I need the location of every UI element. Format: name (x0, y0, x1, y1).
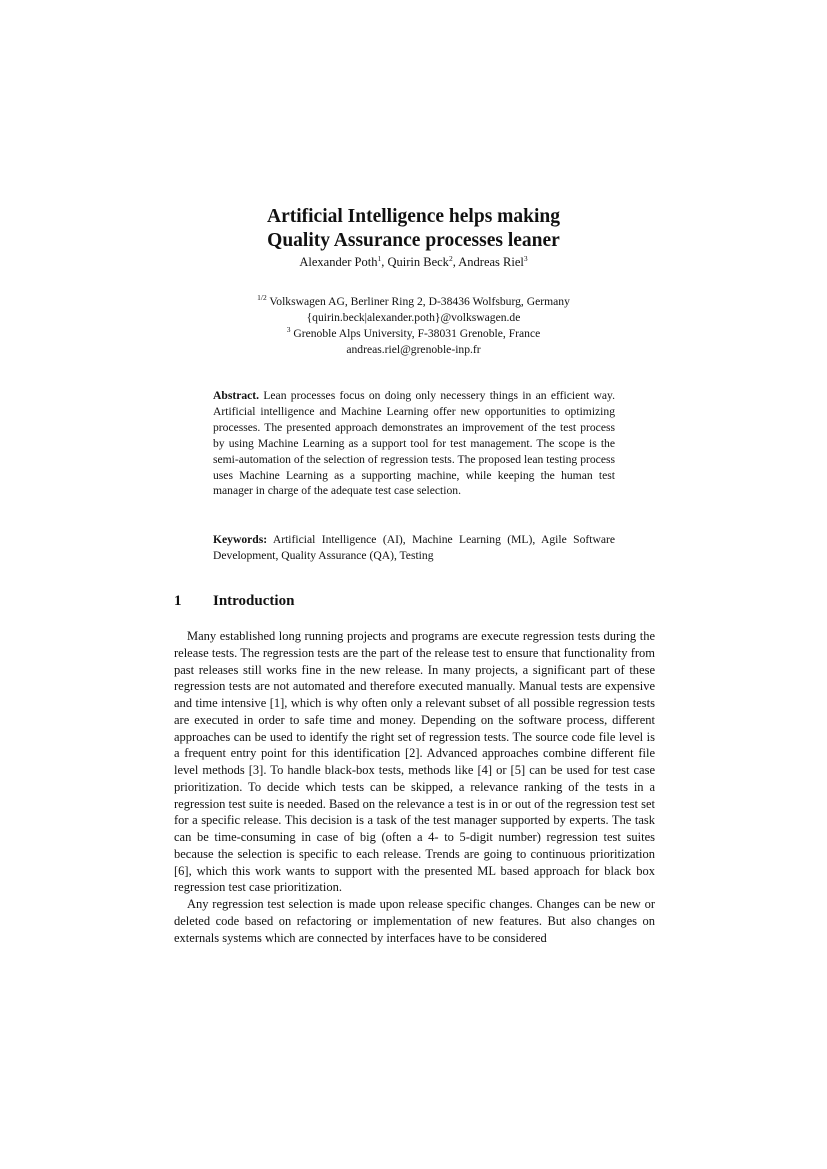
author-separator: , (381, 255, 388, 269)
affiliation-text: Volkswagen AG, Berliner Ring 2, D-38436 Wolfsburg, Germany (266, 295, 570, 308)
paper-title-line-2: Quality Assurance processes leaner (267, 230, 560, 251)
affiliations (0, 294, 827, 358)
author-name: Alexander Poth (299, 255, 378, 269)
body-text (174, 628, 655, 946)
abstract-paragraph (213, 388, 615, 499)
abstract-text: Lean processes focus on doing only necessery things in an efficient way. Artificial intelligence and Machine Learning offer new opportunities to optimizing processes. The presented approach demonstrates an improvement of the test process by using Machine Learning as a support tool for test management. The scope is the semi-automation of the selection of regression tests. The proposed lean testing process uses Machine Learning as a supporting machine, while keeping the human test manager in charge of the adequate test case selection. (213, 389, 615, 498)
keywords (213, 532, 615, 564)
keywords-label: Keywords: (213, 533, 268, 546)
keywords-text: Artificial Intelligence (AI), Machine Learning (ML), Agile Software Development, Quality Assurance (QA), Testing (213, 533, 615, 562)
section-number: 1 (174, 593, 182, 609)
keywords-paragraph (213, 532, 615, 564)
body-paragraph: Many established long running projects and programs are execute regression tests during the release tests. The regression tests are the part of the release test to ensure that functionality from past releases still works fine in the new release. In many projects, a significant part of these regression tests are not automated and therefore executed manually. Manual tests are expensive and time intensive [1], which is why often only a relevant subset of all possible regression tests are executed in order to safe time and money. Depending on the software process, different approaches can be used to identify the right set of regression tests. The source code file level is a frequent entry point for this identification [2]. Advanced approaches combine different file level methods [3]. To handle black-box tests, methods like [4] or [5] can be used for test case prioritization. To decide which tests can be skipped, a relevance ranking of the tests in a regression test suite is needed. Based on the relevance a test is in or out of the regression test set for a specific release. This decision is a task of the test manager supported by experts. The task can be time-consuming in case of big (often a 4- to 5-digit number) regression test suites because the selection is specific to each release. Trends are going to continuous prioritization [6], which this work wants to support with the presented ML based approach for black box regression test case prioritization. (174, 629, 655, 895)
author-affil-mark: 3 (523, 254, 528, 263)
paper-title-line-1: Artificial Intelligence helps making (266, 206, 561, 227)
affiliation-email: andreas.riel@grenoble-inp.fr (346, 343, 481, 356)
affiliation-line (0, 326, 827, 342)
author-separator: , (452, 255, 459, 269)
affiliation-line (0, 294, 827, 310)
section-heading (174, 591, 294, 611)
affiliation-text: Grenoble Alps University, F-38031 Grenoble, France (290, 327, 541, 340)
author-affil-mark: 1 (377, 254, 382, 263)
title-block (0, 205, 827, 271)
author-name: Quirin Beck (387, 255, 449, 269)
abstract-label: Abstract. (213, 389, 260, 402)
affiliation-mark: 1/2 (257, 293, 267, 302)
author-name: Andreas Riel (458, 255, 524, 269)
body-paragraph: Any regression test selection is made upon release specific changes. Changes can be new or deleted code based on refactoring or implementation of new features. But also changes on externals systems which are connected by interfaces have to be considered (174, 897, 655, 945)
affiliation-email: {quirin.beck|alexander.poth}@volkswagen.de (306, 311, 521, 324)
author-list (0, 254, 827, 271)
affiliation-mark: 3 (286, 325, 291, 334)
abstract (213, 388, 615, 499)
author-affil-mark: 2 (448, 254, 453, 263)
section-title: Introduction (213, 593, 295, 609)
